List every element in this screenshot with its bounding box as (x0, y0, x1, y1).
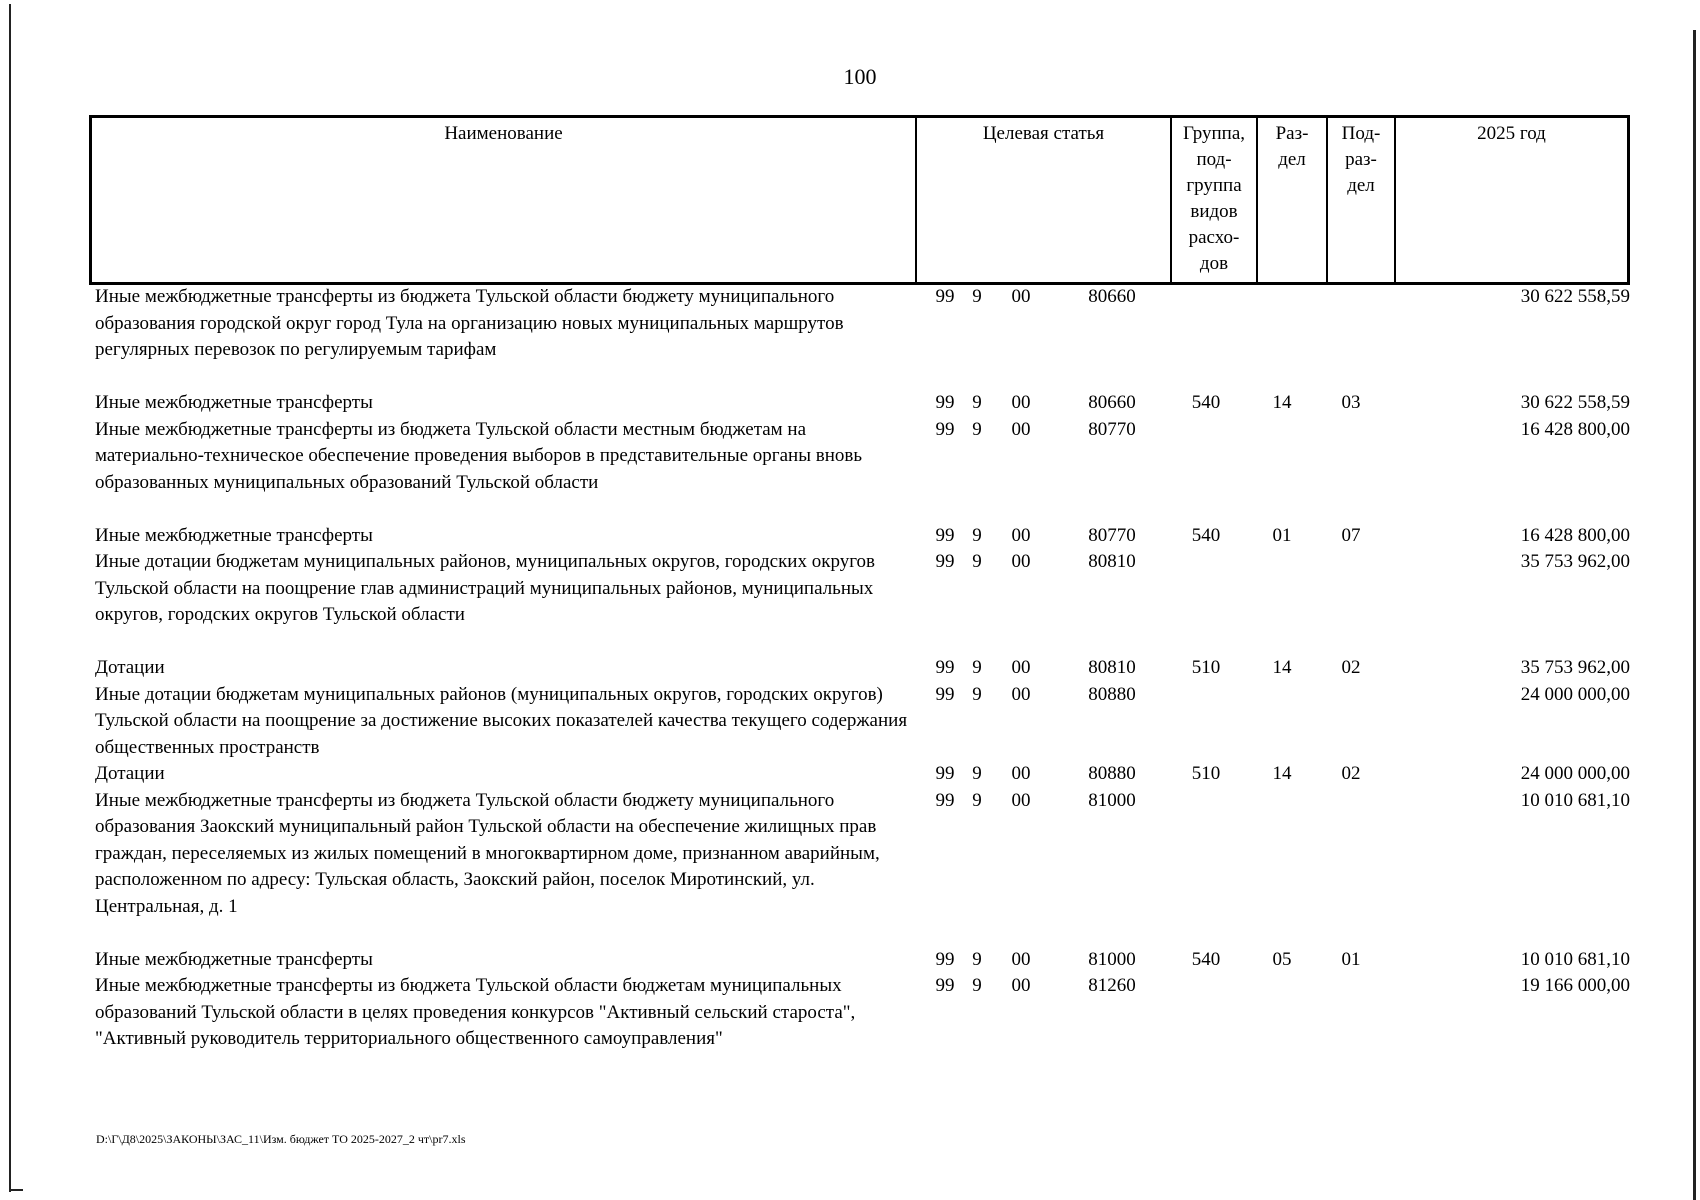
footer-file-path: D:\Г\Д8\2025\ЗАКОНЫ\ЗАС_11\Изм. бюджет ТО 2025-2027_2 чт\pr7.xls (96, 1132, 466, 1146)
table-row (89, 682, 1630, 762)
row-amount: 30 622 558,59 (1520, 286, 1630, 307)
row-target-subprogram: 9 (972, 789, 982, 811)
row-target-subprogram: 9 (972, 763, 982, 784)
row-target-program: 99 (935, 763, 955, 784)
row-target-subprogram: 9 (972, 418, 982, 440)
table-row (89, 788, 1630, 947)
row-name: Иные межбюджетные трансферты (95, 948, 373, 970)
row-target-program: 99 (935, 286, 955, 307)
table-row (89, 655, 1630, 682)
scan-border-right (1693, 30, 1696, 1200)
row-target-code: 80880 (1088, 683, 1136, 705)
row-name: Дотации (95, 657, 165, 678)
header-name: Наименование (92, 118, 917, 282)
row-subsection: 03 (1341, 392, 1361, 413)
row-name: Иные межбюджетные трансферты из бюджета Тульской области местным бюджетам на материально-техническое обеспечение проведения выборов в представительные органы вновь образованных муниципальных образований Тульской области (95, 418, 862, 493)
row-target-direction: 00 (1011, 789, 1031, 811)
table-row (89, 549, 1630, 655)
row-amount: 16 428 800,00 (1520, 524, 1630, 546)
row-target-direction: 00 (1011, 392, 1031, 413)
row-target-code: 80810 (1088, 657, 1136, 678)
row-amount: 35 753 962,00 (1520, 657, 1630, 678)
row-target-code: 80770 (1088, 418, 1136, 440)
header-subsection: Под- раз- дел (1328, 118, 1396, 282)
table-header (89, 115, 1630, 285)
row-amount: 30 622 558,59 (1520, 392, 1630, 413)
row-target-program: 99 (935, 551, 955, 572)
row-name: Иные межбюджетные трансферты из бюджета Тульской области бюджету муниципального образования Заокский муниципальный район Тульской области на обеспечение жилищных прав граждан, переселяемых из жилых помещений в многоквартирном доме, признанном аварийным, расположенном по адресу: Тульская область, Заокский район, поселок Миротинский, ул. Центральная, д. 1 (95, 789, 880, 917)
scan-border-bottom (9, 1189, 23, 1191)
page-number: 100 (843, 64, 877, 89)
row-amount: 24 000 000,00 (1520, 683, 1630, 705)
row-target-program: 99 (935, 975, 955, 996)
row-name: Иные межбюджетные трансферты (95, 524, 373, 546)
table-row (89, 973, 1630, 1053)
row-target-direction: 00 (1011, 286, 1031, 307)
row-name: Иные дотации бюджетам муниципальных районов (муниципальных округов, городских округов) Тульской области на поощрение за достижение высоких показателей качества текущего содержания общественных пространств (95, 683, 908, 758)
row-target-code: 80660 (1088, 286, 1136, 307)
row-target-subprogram: 9 (972, 948, 982, 970)
row-target-direction: 00 (1011, 657, 1031, 678)
row-target-subprogram: 9 (972, 524, 982, 546)
row-target-code: 80810 (1088, 551, 1136, 572)
row-amount: 35 753 962,00 (1520, 551, 1630, 572)
row-amount: 10 010 681,10 (1520, 789, 1630, 811)
row-target-code: 80660 (1088, 392, 1136, 413)
row-target-direction: 00 (1011, 683, 1031, 705)
table-row (89, 417, 1630, 523)
row-target-direction: 00 (1011, 524, 1031, 546)
row-target-code: 81000 (1088, 789, 1136, 811)
table-row (89, 947, 1630, 974)
row-name: Иные дотации бюджетам муниципальных районов, муниципальных округов, городских округов Тульской области на поощрение глав администраций муниципальных районов, муниципальных округов, городских округов Тульской области (95, 551, 875, 625)
row-expense-group: 540 (1191, 524, 1221, 546)
row-expense-group: 540 (1191, 392, 1221, 413)
row-section: 14 (1272, 763, 1292, 784)
table-row (89, 523, 1630, 550)
row-amount: 19 166 000,00 (1520, 975, 1630, 996)
row-name: Иные межбюджетные трансферты из бюджета Тульской области бюджетам муниципальных образований Тульской области в целях проведения конкурсов "Активный сельский староста", "Активный руководитель территориального общественного самоуправления" (95, 975, 856, 1049)
row-name: Иные межбюджетные трансферты (95, 392, 373, 413)
scan-border-left (9, 4, 11, 1192)
row-target-program: 99 (935, 948, 955, 970)
row-target-code: 81000 (1088, 948, 1136, 970)
row-amount: 24 000 000,00 (1520, 763, 1630, 784)
header-section: Раз- дел (1258, 118, 1328, 282)
table-row (89, 761, 1630, 788)
row-section: 14 (1272, 392, 1292, 413)
row-expense-group: 510 (1191, 763, 1221, 784)
row-section: 05 (1272, 948, 1292, 970)
row-subsection: 07 (1341, 524, 1361, 546)
table-row (89, 284, 1630, 390)
row-target-program: 99 (935, 524, 955, 546)
row-name: Иные межбюджетные трансферты из бюджета Тульской области бюджету муниципального образования городской округ город Тула на организацию новых муниципальных маршрутов регулярных перевозок по регулируемым тарифам (95, 286, 844, 360)
row-target-program: 99 (935, 418, 955, 440)
row-target-direction: 00 (1011, 948, 1031, 970)
row-section: 01 (1272, 524, 1292, 546)
row-target-subprogram: 9 (972, 975, 982, 996)
row-target-subprogram: 9 (972, 657, 982, 678)
row-target-code: 80880 (1088, 763, 1136, 784)
row-target-code: 80770 (1088, 524, 1136, 546)
table-body (89, 284, 1630, 1053)
row-target-subprogram: 9 (972, 286, 982, 307)
table-row (89, 390, 1630, 417)
row-target-direction: 00 (1011, 763, 1031, 784)
row-target-code: 81260 (1088, 975, 1136, 996)
row-amount: 16 428 800,00 (1520, 418, 1630, 440)
row-target-subprogram: 9 (972, 683, 982, 705)
row-target-subprogram: 9 (972, 392, 982, 413)
row-target-subprogram: 9 (972, 551, 982, 572)
row-target-program: 99 (935, 657, 955, 678)
row-section: 14 (1272, 657, 1292, 678)
row-target-program: 99 (935, 392, 955, 413)
row-expense-group: 510 (1191, 657, 1221, 678)
row-target-program: 99 (935, 683, 955, 705)
row-subsection: 02 (1341, 763, 1361, 784)
row-target-direction: 00 (1011, 975, 1031, 996)
row-target-program: 99 (935, 789, 955, 811)
header-group: Группа, под- группа видов расхо- дов (1172, 118, 1258, 282)
row-amount: 10 010 681,10 (1520, 948, 1630, 970)
row-subsection: 01 (1341, 948, 1361, 970)
row-subsection: 02 (1341, 657, 1361, 678)
header-target-article: Целевая статья (917, 118, 1172, 282)
row-target-direction: 00 (1011, 418, 1031, 440)
row-name: Дотации (95, 763, 165, 784)
row-target-direction: 00 (1011, 551, 1031, 572)
header-year: 2025 год (1477, 123, 1546, 144)
row-expense-group: 540 (1191, 948, 1221, 970)
